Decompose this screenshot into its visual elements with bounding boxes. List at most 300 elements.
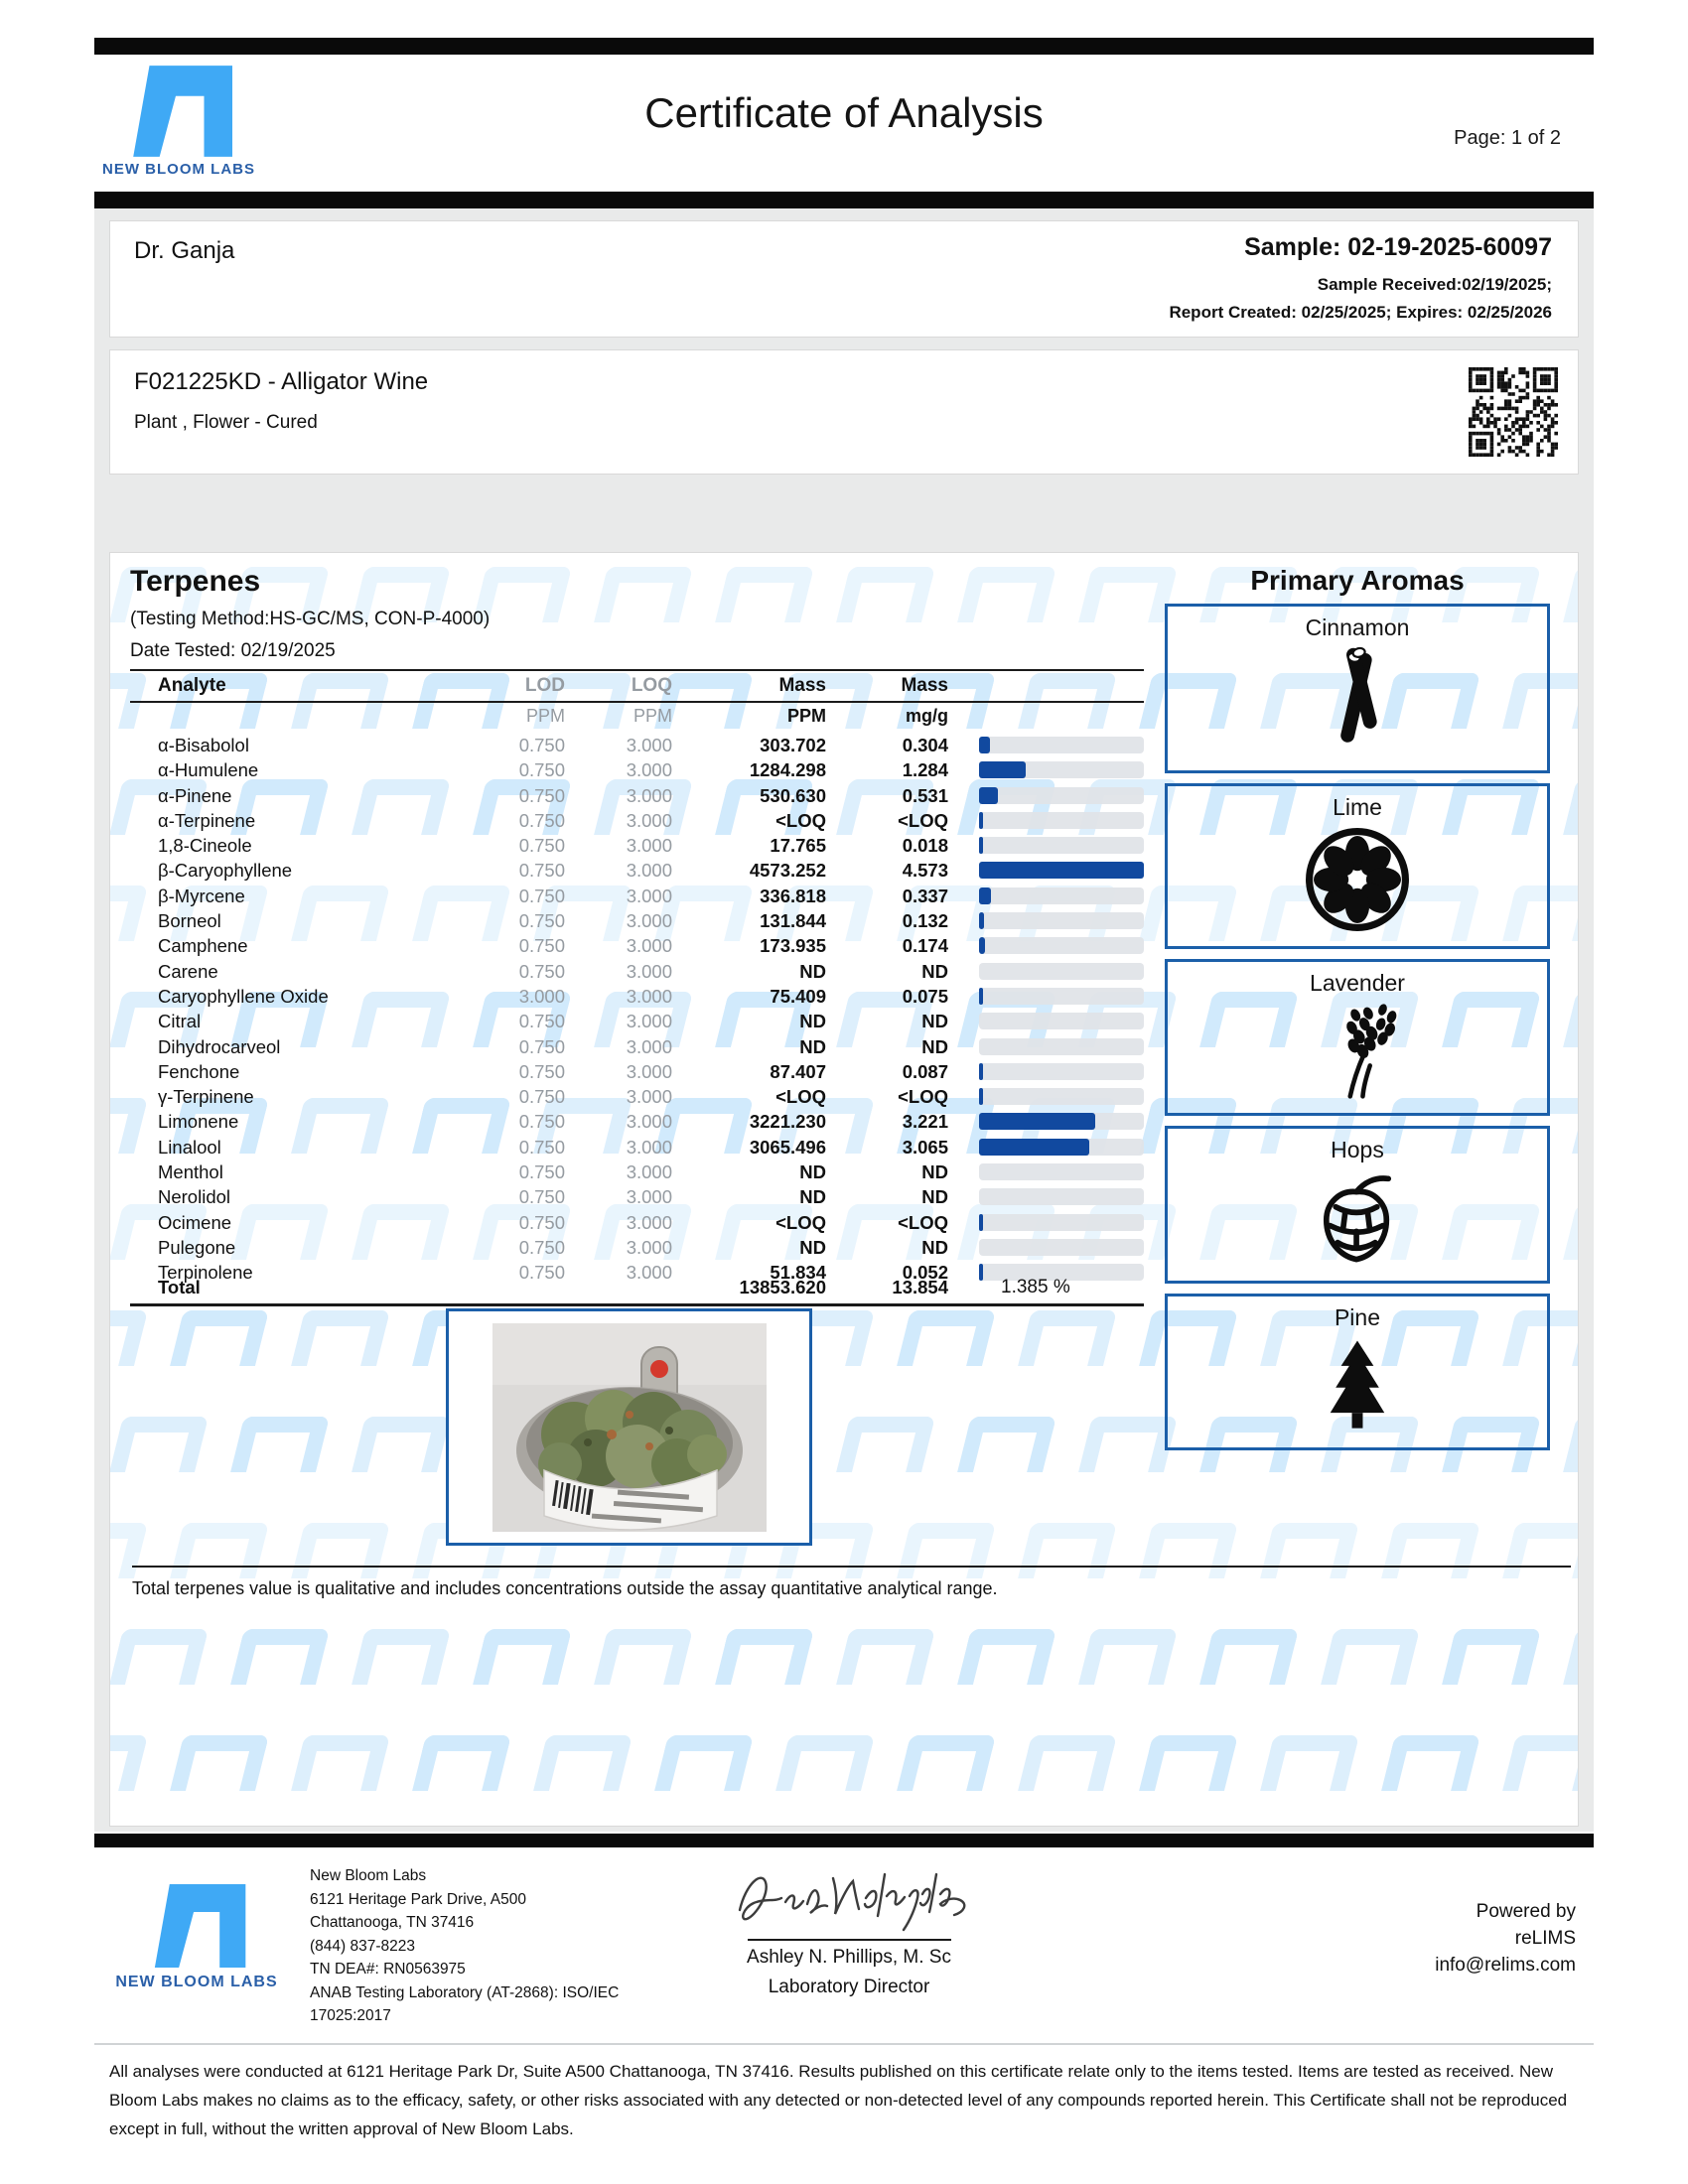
- bar-cell: [979, 833, 1144, 858]
- spacer: [948, 1009, 979, 1033]
- mass-mgg-value: <LOQ: [898, 1086, 948, 1108]
- table-row: [130, 757, 1144, 782]
- powered-by-email: info@relims.com: [1435, 1955, 1576, 1976]
- analyte-name: Dihydrocarveol: [158, 1035, 281, 1057]
- table-rule-top: [130, 669, 1144, 671]
- analyte-name: 1,8-Cineole: [158, 835, 252, 857]
- table-row: [130, 733, 1144, 757]
- bar-fill: [979, 937, 985, 954]
- loq-value: 3.000: [626, 935, 672, 957]
- bar-cell: [979, 808, 1144, 833]
- terpenes-heading: Terpenes: [130, 565, 261, 598]
- watermark-glyph: [1078, 567, 1178, 622]
- top-divider-bar: [94, 38, 1594, 55]
- lod-value: 0.750: [518, 910, 565, 932]
- aroma-label: Pine: [1334, 1304, 1381, 1330]
- bar-track: [979, 1188, 1144, 1205]
- watermark-glyph: [897, 1310, 996, 1366]
- mass-mgg-value: 0.304: [902, 735, 948, 755]
- bar-cell: [979, 884, 1144, 908]
- col-loq: LOQ: [631, 675, 672, 696]
- col-mass-mgg: Mass: [901, 675, 948, 696]
- table-row: [130, 1034, 1144, 1059]
- analyte-name: α-Terpinene: [158, 809, 256, 831]
- disclaimer-text: All analyses were conducted at 6121 Heritage Park Dr, Suite A500 Chattanooga, TN 37416. Results published on this certificate relate only to the items tested. Items are tested as received. New Bloom Labs makes no claims as to the efficacy, safety, or other risks associated with any detected or non-detected level of any compounds reported herein. This Certificate shall not be reproduced except in full, without the written approval of New Bloom Labs.: [109, 2062, 1568, 2138]
- mass-mgg-value: 0.087: [902, 1060, 948, 1082]
- mass-mgg-value: ND: [921, 1186, 948, 1208]
- bar-cell: [979, 1009, 1144, 1033]
- total-percent: 1.385 %: [1001, 1277, 1070, 1297]
- mass-ppm-value: 131.844: [760, 910, 826, 932]
- spacer: [948, 733, 979, 757]
- bar-fill: [979, 761, 1026, 778]
- spacer: [948, 858, 979, 883]
- primary-aromas-list: [1165, 553, 1550, 1826]
- bar-track: [979, 1088, 1144, 1105]
- aroma-box-hops: [1165, 1126, 1550, 1284]
- bar-fill: [979, 737, 990, 753]
- unit-mass-mgg: mg/g: [906, 706, 948, 726]
- aroma-label: Lime: [1333, 794, 1382, 820]
- mass-mgg-value: 0.174: [902, 935, 948, 957]
- analyte-name: Carene: [158, 960, 218, 982]
- report-created-expires: Report Created: 02/25/2025; Expires: 02/25/2026: [1169, 303, 1552, 322]
- watermark-glyph: [1018, 1523, 1117, 1578]
- table-row: [130, 1109, 1144, 1134]
- watermark-glyph: [352, 1417, 451, 1472]
- aroma-box-cinnamon: [1165, 604, 1550, 773]
- bar-track: [979, 737, 1144, 753]
- bar-cell: [979, 1184, 1144, 1209]
- table-row: [130, 1135, 1144, 1160]
- analyte-name: Nerolidol: [158, 1186, 231, 1208]
- lod-value: 0.750: [518, 1060, 565, 1082]
- mass-ppm-value: 4573.252: [749, 860, 826, 882]
- mass-mgg-value: 1.284: [902, 759, 948, 781]
- aroma-box-lavender: [1165, 959, 1550, 1116]
- watermark-glyph: [836, 1417, 935, 1472]
- mass-mgg-value: 3.221: [902, 1111, 948, 1133]
- aroma-box-pine: [1165, 1294, 1550, 1450]
- mass-ppm-value: 173.935: [760, 935, 826, 957]
- powered-by-product: reLIMS: [1514, 1928, 1576, 1949]
- loq-value: 3.000: [626, 860, 672, 882]
- bar-track: [979, 1163, 1144, 1180]
- bar-fill: [979, 1214, 983, 1231]
- mass-mgg-value: <LOQ: [898, 809, 948, 831]
- bar-cell: [979, 1059, 1144, 1084]
- lod-value: 0.750: [518, 1086, 565, 1108]
- loq-value: 3.000: [626, 885, 672, 906]
- total-label: Total: [158, 1277, 201, 1297]
- watermark-glyph: [473, 1629, 572, 1685]
- bar-fill: [979, 887, 991, 904]
- sample-photo: [492, 1323, 767, 1532]
- primary-aromas-heading: Primary Aromas: [1250, 565, 1465, 596]
- loq-value: 3.000: [626, 784, 672, 806]
- lab-address-line: TN DEA#: RN0563975: [310, 1961, 466, 1978]
- lime-icon: [1168, 825, 1547, 939]
- col-lod: LOD: [524, 675, 565, 696]
- signature-image: [730, 1858, 968, 1932]
- unit-mass-ppm: PPM: [786, 706, 826, 726]
- analyte-name: γ-Terpinene: [158, 1086, 254, 1108]
- loq-value: 3.000: [626, 1011, 672, 1032]
- spacer: [948, 808, 979, 833]
- loq-value: 3.000: [626, 1262, 672, 1284]
- bar-cell: [979, 933, 1144, 958]
- bar-track: [979, 1113, 1144, 1130]
- lod-value: 0.750: [518, 960, 565, 982]
- watermark-glyph: [1078, 1629, 1178, 1685]
- watermark-glyph: [170, 1310, 269, 1366]
- bar-cell: [979, 1109, 1144, 1134]
- signature-block: [710, 1858, 988, 1998]
- loq-value: 3.000: [626, 960, 672, 982]
- table-header-row: [130, 673, 1144, 699]
- table-row: [130, 933, 1144, 958]
- table-row: [130, 1235, 1144, 1260]
- spacer: [948, 959, 979, 984]
- aroma-label: Hops: [1331, 1137, 1384, 1162]
- lab-address-line: Chattanooga, TN 37416: [310, 1914, 475, 1931]
- watermark-glyph: [1563, 567, 1579, 622]
- mass-ppm-value: 3065.496: [749, 1136, 826, 1158]
- lod-value: 0.750: [518, 1011, 565, 1032]
- total-mgg: 13.854: [892, 1277, 948, 1297]
- sample-id: Sample: 02-19-2025-60097: [1244, 233, 1552, 261]
- lab-address-line: 6121 Heritage Park Drive, A500: [310, 1890, 526, 1908]
- watermark-glyph: [109, 1523, 148, 1578]
- disclaimer-rule: [94, 2043, 1594, 2045]
- signatory-name: Ashley N. Phillips, M. Sc: [747, 1947, 951, 1968]
- lab-address-line: New Bloom Labs: [310, 1867, 427, 1884]
- bar-cell: [979, 1034, 1144, 1059]
- analyte-name: Citral: [158, 1011, 202, 1032]
- loq-value: 3.000: [626, 1136, 672, 1158]
- table-row: [130, 858, 1144, 883]
- bar-fill: [979, 787, 998, 804]
- loq-value: 3.000: [626, 1236, 672, 1258]
- bar-fill: [979, 1113, 1095, 1130]
- spacer: [948, 933, 979, 958]
- aroma-label: Lavender: [1310, 970, 1405, 996]
- lab-address-block: [310, 1864, 619, 2028]
- bar-cell: [979, 783, 1144, 808]
- mass-mgg-value: 0.531: [902, 784, 948, 806]
- spacer: [948, 1160, 979, 1184]
- bar-cell: [979, 1235, 1144, 1260]
- unit-loq: PPM: [633, 706, 672, 726]
- loq-value: 3.000: [626, 985, 672, 1007]
- spacer: [948, 1235, 979, 1260]
- watermark-glyph: [957, 1417, 1056, 1472]
- spacer: [948, 833, 979, 858]
- analyte-name: Camphene: [158, 935, 248, 957]
- lod-value: 0.750: [518, 1035, 565, 1057]
- terpene-table-body: [130, 733, 1144, 1286]
- lod-value: 0.750: [518, 1211, 565, 1233]
- bar-track: [979, 1139, 1144, 1156]
- mass-ppm-value: ND: [799, 960, 826, 982]
- watermark-glyph: [1563, 992, 1579, 1047]
- bar-fill: [979, 1139, 1089, 1156]
- bar-track: [979, 912, 1144, 929]
- new-bloom-labs-logo-text: NEW BLOOM LABS: [102, 161, 255, 178]
- mass-ppm-value: ND: [799, 1011, 826, 1032]
- watermark-glyph: [352, 1629, 451, 1685]
- bar-track: [979, 988, 1144, 1005]
- watermark-glyph: [1078, 1417, 1178, 1472]
- bar-fill: [979, 837, 983, 854]
- table-row: [130, 783, 1144, 808]
- watermark-glyph: [1563, 1204, 1579, 1260]
- sample-received-date: Sample Received:02/19/2025;: [1317, 275, 1552, 294]
- watermark-glyph: [109, 1310, 148, 1366]
- bar-cell: [979, 1135, 1144, 1160]
- loq-value: 3.000: [626, 1211, 672, 1233]
- loq-value: 3.000: [626, 1086, 672, 1108]
- watermark-glyph: [170, 1735, 269, 1791]
- bar-cell: [979, 1084, 1144, 1109]
- bar-track: [979, 1214, 1144, 1231]
- analyte-name: Borneol: [158, 910, 221, 932]
- aroma-box-lime: [1165, 783, 1550, 949]
- signature-line: [748, 1939, 951, 1941]
- bar-cell: [979, 984, 1144, 1009]
- mass-ppm-value: 3221.230: [749, 1111, 826, 1133]
- bar-track: [979, 1038, 1144, 1055]
- product-panel: [109, 349, 1579, 475]
- table-row: [130, 808, 1144, 833]
- watermark-glyph: [1563, 1417, 1579, 1472]
- mass-ppm-value: 87.407: [770, 1060, 826, 1082]
- lavender-icon: [1168, 1001, 1547, 1105]
- lab-address-line: 17025:2017: [310, 2007, 391, 2024]
- watermark-glyph: [897, 1735, 996, 1791]
- watermark-glyph: [230, 1417, 330, 1472]
- mass-ppm-value: 530.630: [760, 784, 826, 806]
- bar-track: [979, 837, 1144, 854]
- bar-track: [979, 787, 1144, 804]
- watermark-glyph: [291, 1735, 390, 1791]
- note-rule: [132, 1566, 1571, 1568]
- pine-icon: [1168, 1335, 1547, 1439]
- bar-track: [979, 812, 1144, 829]
- bar-cell: [979, 1210, 1144, 1235]
- analyte-name: α-Bisabolol: [158, 735, 249, 755]
- mass-ppm-value: ND: [799, 1161, 826, 1183]
- lod-value: 0.750: [518, 885, 565, 906]
- watermark-glyph: [594, 567, 693, 622]
- watermark-glyph: [836, 567, 935, 622]
- bar-fill: [979, 812, 983, 829]
- lod-value: 0.750: [518, 735, 565, 755]
- bar-track: [979, 1063, 1144, 1080]
- spacer: [948, 1084, 979, 1109]
- bar-cell: [979, 858, 1144, 883]
- table-row: [130, 984, 1144, 1009]
- table-row: [130, 1059, 1144, 1084]
- watermark-glyph: [775, 1735, 875, 1791]
- lod-value: 0.750: [518, 759, 565, 781]
- hops-icon: [1168, 1167, 1547, 1276]
- analyte-name: Limonene: [158, 1111, 239, 1133]
- mass-mgg-value: 4.573: [902, 860, 948, 882]
- lod-value: 3.000: [518, 985, 565, 1007]
- table-row: [130, 833, 1144, 858]
- watermark-glyph: [1563, 779, 1579, 835]
- lod-value: 0.750: [518, 1236, 565, 1258]
- lod-value: 0.750: [518, 1161, 565, 1183]
- footer-logo-icon: [139, 1884, 250, 1968]
- mass-mgg-value: ND: [921, 1236, 948, 1258]
- watermark-glyph: [836, 1629, 935, 1685]
- mass-mgg-value: 0.337: [902, 885, 948, 906]
- lab-address-line: (844) 837-8223: [310, 1937, 415, 1955]
- mass-ppm-value: ND: [799, 1186, 826, 1208]
- mass-ppm-value: 75.409: [770, 985, 826, 1007]
- watermark-glyph: [1018, 1735, 1117, 1791]
- bar-cell: [979, 733, 1144, 757]
- footer-logo-text: NEW BLOOM LABS: [115, 1974, 278, 1990]
- table-total-row: [130, 1274, 1144, 1301]
- testing-method: (Testing Method:HS-GC/MS, CON-P-4000): [130, 609, 491, 629]
- analyte-name: β-Myrcene: [158, 885, 245, 906]
- watermark-glyph: [715, 567, 814, 622]
- watermark-glyph: [1018, 1310, 1117, 1366]
- loq-value: 3.000: [626, 1161, 672, 1183]
- terpenes-note: Total terpenes value is qualitative and includes concentrations outside the assay quantitative analytical range.: [132, 1578, 998, 1598]
- lod-value: 0.750: [518, 860, 565, 882]
- bar-fill: [979, 988, 983, 1005]
- powered-by-line: Powered by: [1476, 1901, 1576, 1922]
- mass-ppm-value: 51.834: [770, 1262, 826, 1284]
- spacer: [948, 1184, 979, 1209]
- table-rule-bottom: [130, 1303, 1144, 1306]
- mass-mgg-value: 0.018: [902, 835, 948, 857]
- bar-cell: [979, 1160, 1144, 1184]
- bar-track: [979, 1239, 1144, 1256]
- watermark-glyph: [412, 1735, 511, 1791]
- lod-value: 0.750: [518, 1136, 565, 1158]
- lod-value: 0.750: [518, 784, 565, 806]
- spacer: [948, 1109, 979, 1134]
- watermark-glyph: [109, 1735, 148, 1791]
- loq-value: 3.000: [626, 759, 672, 781]
- mass-ppm-value: <LOQ: [775, 809, 826, 831]
- analyte-name: Pulegone: [158, 1236, 236, 1258]
- aroma-label: Cinnamon: [1305, 614, 1410, 640]
- table-row: [130, 1184, 1144, 1209]
- table-row: [130, 1160, 1144, 1184]
- col-analyte: Analyte: [158, 675, 226, 696]
- bar-track: [979, 963, 1144, 980]
- watermark-glyph: [533, 1735, 633, 1791]
- footer-divider-bar: [94, 1834, 1594, 1847]
- qr-code: [1469, 367, 1558, 457]
- lod-value: 0.750: [518, 809, 565, 831]
- spacer: [948, 1135, 979, 1160]
- bar-track: [979, 1013, 1144, 1029]
- mass-ppm-value: <LOQ: [775, 1086, 826, 1108]
- loq-value: 3.000: [626, 735, 672, 755]
- mass-ppm-value: <LOQ: [775, 1211, 826, 1233]
- client-name: Dr. Ganja: [134, 237, 235, 264]
- product-type: Plant , Flower - Cured: [134, 412, 318, 433]
- bar-cell: [979, 757, 1144, 782]
- watermark-glyph: [957, 567, 1056, 622]
- lod-value: 0.750: [518, 835, 565, 857]
- mass-mgg-value: ND: [921, 1011, 948, 1032]
- watermark-glyph: [109, 1629, 209, 1685]
- powered-by-block: [1435, 1898, 1576, 1979]
- analyte-name: Ocimene: [158, 1211, 232, 1233]
- bar-cell: [979, 908, 1144, 933]
- table-row: [130, 1009, 1144, 1033]
- mass-mgg-value: ND: [921, 1035, 948, 1057]
- table-row: [130, 1084, 1144, 1109]
- mass-mgg-value: <LOQ: [898, 1211, 948, 1233]
- analyte-name: Terpinolene: [158, 1262, 253, 1284]
- mass-mgg-value: 3.065: [902, 1136, 948, 1158]
- table-row: [130, 1210, 1144, 1235]
- bar-cell: [979, 959, 1144, 984]
- cinnamon-icon: [1168, 645, 1547, 753]
- spacer: [948, 757, 979, 782]
- spacer: [948, 884, 979, 908]
- bar-track: [979, 887, 1144, 904]
- watermark-glyph: [230, 1629, 330, 1685]
- lab-address-line: ANAB Testing Laboratory (AT-2868): ISO/IEC: [310, 1983, 620, 2001]
- watermark-glyph: [291, 1523, 390, 1578]
- analyte-name: β-Caryophyllene: [158, 860, 293, 882]
- bar-track: [979, 862, 1144, 879]
- loq-value: 3.000: [626, 809, 672, 831]
- spacer: [948, 984, 979, 1009]
- sample-photo-frame: [446, 1308, 812, 1546]
- bar-track: [979, 937, 1144, 954]
- loq-value: 3.000: [626, 1060, 672, 1082]
- analyte-name: α-Humulene: [158, 759, 259, 781]
- spacer: [948, 783, 979, 808]
- lod-value: 0.750: [518, 1111, 565, 1133]
- mass-ppm-value: 17.765: [770, 835, 826, 857]
- lod-value: 0.750: [518, 1262, 565, 1284]
- bar-track: [979, 761, 1144, 778]
- lod-value: 0.750: [518, 1186, 565, 1208]
- mass-ppm-value: 1284.298: [749, 759, 826, 781]
- mass-mgg-value: ND: [921, 960, 948, 982]
- col-mass-ppm: Mass: [778, 675, 826, 696]
- page-number: Page: 1 of 2: [1454, 127, 1561, 149]
- watermark-glyph: [291, 1310, 390, 1366]
- signatory-title: Laboratory Director: [768, 1977, 930, 1997]
- watermark-glyph: [654, 1735, 754, 1791]
- unit-lod: PPM: [525, 706, 565, 726]
- product-title: F021225KD - Alligator Wine: [134, 368, 429, 395]
- table-units-row: [130, 705, 1144, 727]
- table-row: [130, 908, 1144, 933]
- analyte-name: Menthol: [158, 1161, 223, 1183]
- mass-mgg-value: 0.075: [902, 985, 948, 1007]
- loq-value: 3.000: [626, 910, 672, 932]
- date-tested: Date Tested: 02/19/2025: [130, 640, 336, 661]
- page-title: Certificate of Analysis: [644, 89, 1044, 136]
- analyte-name: Linalool: [158, 1136, 221, 1158]
- mass-mgg-value: 0.132: [902, 910, 948, 932]
- spacer: [948, 1034, 979, 1059]
